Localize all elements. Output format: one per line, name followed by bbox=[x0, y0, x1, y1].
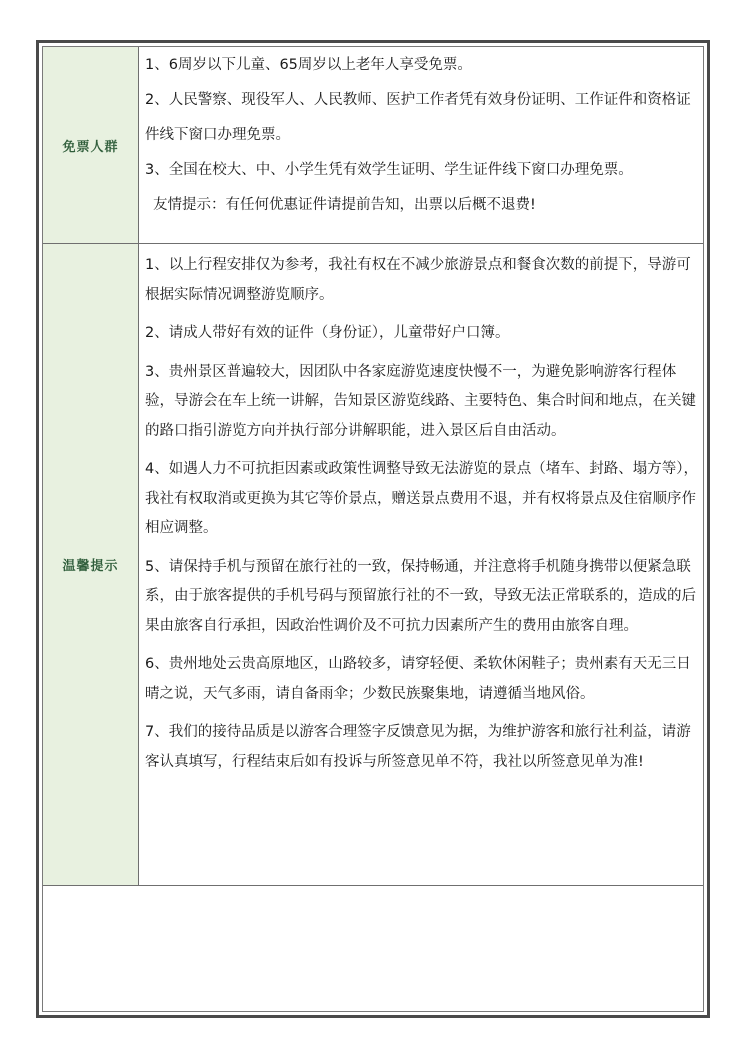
warm-tip-item: 1、以上行程安排仅为参考，我社有权在不减少旅游景点和餐食次数的前提下，导游可根据实际情况调整游览顺序。 bbox=[145, 257, 691, 303]
warm-tip-item: 7、我们的接待品质是以游客合理签字反馈意见为据，为维护游客和旅行社利益，请游客认真填写，行程结束后如有投诉与所签意见单不符，我社以所签意见单为准! bbox=[145, 724, 691, 770]
table-inner bbox=[42, 46, 704, 1012]
warm-tip-item: 2、请成人带好有效的证件（身份证），儿童带好户口簿。 bbox=[145, 325, 510, 341]
free-ticket-row bbox=[43, 47, 703, 244]
warm-tip-item: 4、如遇人力不可抗拒因素或政策性调整导致无法游览的景点（堵车、封路、塌方等），我社有权取消或更换为其它等价景点，赠送景点费用不退，并有权将景点及住宿顺序作相应调整。 bbox=[145, 461, 698, 536]
free-ticket-item: 2、人民警察、现役军人、人民教师、医护工作者凭有效身份证明、工作证件和资格证件线下窗口办理免票。 bbox=[145, 92, 691, 143]
itinerary-table bbox=[36, 40, 710, 1018]
warm-tip-item: 5、请保持手机与预留在旅行社的一致，保持畅通，并注意将手机随身携带以便紧急联系，由于旅客提供的手机号码与预留旅行社的不一致，导致无法正常联系的，造成的后果由旅客自行承担，因政治性调价及不可抗力因素所产生的费用由旅客自理。 bbox=[145, 558, 696, 634]
free-ticket-notice: 友情提示：有任何优惠证件请提前告知，出票以后概不退费! bbox=[153, 197, 536, 213]
warm-tip-item: 3、贵州景区普遍较大，因团队中各家庭游览速度快慢不一，为避免影响游客行程体验，导游会在车上统一讲解，告知景区游览线路、主要特色、集合时间和地点，在关键的路口指引游览方向并执行部分讲解职能，进入景区后自由活动。 bbox=[145, 363, 696, 439]
warm-tips-label: 温馨提示 bbox=[43, 244, 139, 885]
free-ticket-item: 3、全国在校大、中、小学生凭有效学生证明、学生证件线下窗口办理免票。 bbox=[145, 162, 633, 178]
free-ticket-item: 1、6周岁以下儿童、65周岁以上老年人享受免票。 bbox=[145, 57, 472, 73]
warm-tips-content bbox=[139, 244, 703, 885]
warm-tip-item: 6、贵州地处云贵高原地区，山路较多，请穿轻便、柔软休闲鞋子；贵州素有天无三日晴之说，天气多雨，请自备雨伞；少数民族聚集地，请遵循当地风俗。 bbox=[145, 656, 691, 702]
free-ticket-label: 免票人群 bbox=[43, 47, 139, 243]
free-ticket-content bbox=[139, 47, 703, 243]
warm-tips-row bbox=[43, 244, 703, 886]
